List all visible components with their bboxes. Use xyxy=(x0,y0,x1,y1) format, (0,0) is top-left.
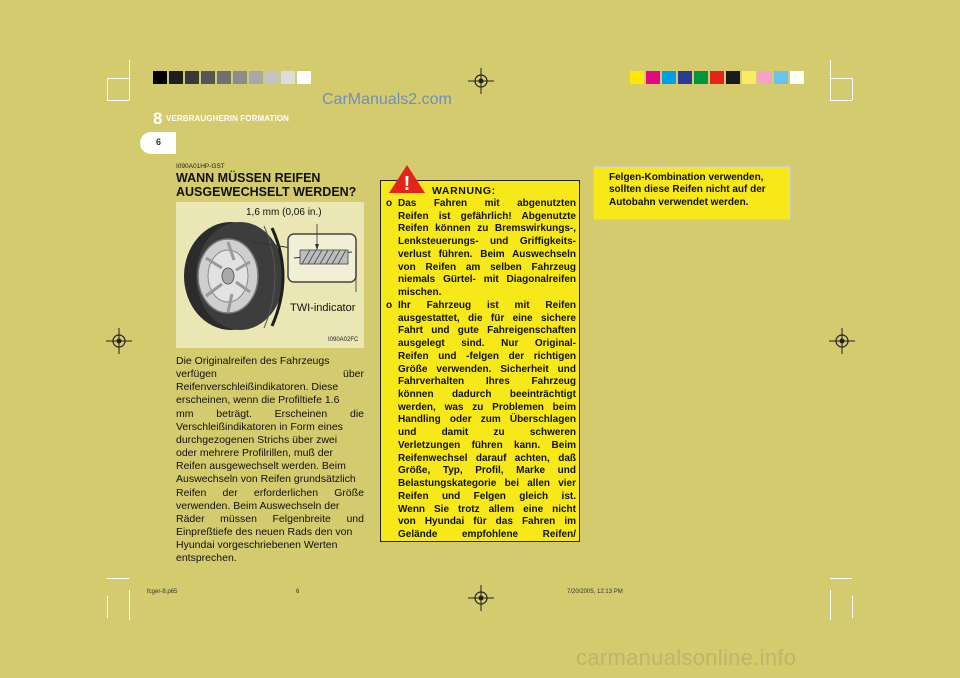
warning-symbol: ! xyxy=(403,173,411,194)
color-swatch xyxy=(281,71,295,84)
warning-line: Gelände empfohlene Reifen/ xyxy=(398,528,576,540)
color-swatch xyxy=(153,71,167,84)
footer-timestamp: 7/20/2005, 12:13 PM xyxy=(567,589,623,595)
warning-line: mischen. xyxy=(398,287,442,299)
body-line: durchgezogenen Strichs über zwei xyxy=(176,433,338,446)
twi-indicator-label: TWI-indicator xyxy=(290,302,356,314)
warning-item-2 xyxy=(386,300,576,542)
color-swatch xyxy=(758,71,772,84)
color-swatch xyxy=(185,71,199,84)
registration-target-icon xyxy=(106,328,132,354)
body-line: Hyundai vorgeschriebenen Werten xyxy=(176,539,338,552)
warning-item-1 xyxy=(386,198,576,300)
continued-warning-text xyxy=(609,172,787,209)
crop-mark xyxy=(107,78,108,100)
tire-illustration xyxy=(176,202,364,348)
warning-line: ausgestattet, die für eine sichere xyxy=(398,312,576,324)
warning-line: Fahrverhalten Ihres Fahrzeug xyxy=(398,376,576,388)
color-swatch xyxy=(265,71,279,84)
figure-code: I090A02FC xyxy=(328,337,359,343)
footer-page-number: 6 xyxy=(296,589,300,595)
warning-line: Größe verwenden. Sicherheit und xyxy=(398,363,576,375)
crop-mark xyxy=(107,78,129,79)
section-title xyxy=(176,171,376,199)
body-line: verwenden. Beim Auswechseln der xyxy=(176,499,340,512)
continued-line: Autobahn verwendet werden. xyxy=(609,196,749,208)
warning-line: Handling oder zum Überschlagen xyxy=(398,414,576,426)
color-swatch xyxy=(694,71,708,84)
warning-line: Belastungskategorie bei allen vier xyxy=(398,478,576,490)
warning-line: Das Fahren mit abgenutzten xyxy=(398,198,576,209)
body-line: erscheinen, wenn die Profiltiefe 1.6 xyxy=(176,394,340,407)
crop-mark xyxy=(107,578,129,579)
body-line: Reifenverschleißindikatoren. Diese xyxy=(176,381,339,394)
crop-mark xyxy=(107,596,108,618)
crop-mark xyxy=(852,78,853,100)
color-swatch xyxy=(249,71,263,84)
color-swatch xyxy=(742,71,756,84)
continued-line: sollten diese Reifen nicht auf der xyxy=(609,184,766,196)
chapter-title: VERBRAUGHERIN FORMATION xyxy=(166,114,290,123)
warning-line: ausgelegt sind. Nur Original- xyxy=(398,338,576,350)
continued-line: Felgen-Kombination verwenden, xyxy=(609,172,764,183)
registration-target-icon xyxy=(468,68,494,94)
registration-target-icon xyxy=(829,328,855,354)
crop-mark xyxy=(830,60,831,100)
body-line: oder mehrere Profilrillen, muß der xyxy=(176,447,333,460)
footer-watermark: carmanualsonline.info xyxy=(576,645,797,670)
warning-line: Reifenwechsel darauf achten, daß xyxy=(398,452,576,464)
body-line: Einpreßtiefe des neuen Rads den von xyxy=(176,526,353,539)
warning-line: von Reifen am selben Fahrzeug xyxy=(398,261,576,273)
warning-line: Fahrt und gute Fahreigenschaften xyxy=(398,325,576,337)
warning-item-text xyxy=(398,198,576,300)
color-swatch xyxy=(774,71,788,84)
warning-line: Ihr Fahrzeug ist mit Reifen xyxy=(398,300,576,311)
body-line: Räder müssen Felgenbreite und xyxy=(176,512,364,525)
color-swatch xyxy=(710,71,724,84)
body-line: Reifen der erforderlichen Größe xyxy=(176,486,364,499)
body-word: verfügen xyxy=(176,368,217,381)
warning-line: verlust führen. Beim Auswechseln xyxy=(398,248,576,260)
crop-mark xyxy=(830,578,852,579)
warning-line: Lenksteuerungs- und Griffigkeits- xyxy=(398,236,576,248)
crop-mark xyxy=(830,78,852,79)
page-tab-number: 6 xyxy=(156,137,162,147)
warning-line: Größe, Typ, Profil, Marke und xyxy=(398,465,576,477)
warning-line: Reifen ist gefährlich! Abgenutzte xyxy=(398,210,576,222)
page-tab xyxy=(140,132,176,154)
warning-bullet: o xyxy=(386,198,393,209)
crop-mark xyxy=(107,100,129,101)
color-swatch xyxy=(646,71,660,84)
body-word: über xyxy=(342,368,364,381)
crop-mark xyxy=(129,60,130,100)
warning-line: Reifen und -felgen der richtigen xyxy=(398,350,576,362)
color-swatch xyxy=(297,71,311,84)
body-paragraph xyxy=(176,355,364,566)
body-line: Auswechseln von Reifen grundsätzlich xyxy=(176,473,356,486)
warning-bullet: o xyxy=(386,300,393,311)
section-code: I090A01HP-GST xyxy=(176,163,225,170)
tread-depth-label: 1,6 mm (0,06 in.) xyxy=(246,207,322,218)
body-line: Reifen ausgewechselt werden. Beim xyxy=(176,460,346,473)
footer-filename: fcger-8.p65 xyxy=(147,589,178,595)
color-swatch xyxy=(233,71,247,84)
warning-heading: WARNUNG: xyxy=(432,185,496,197)
body-line: Die Originalreifen des Fahrzeugs xyxy=(176,355,330,367)
crop-mark xyxy=(852,596,853,618)
tire-figure xyxy=(176,202,364,348)
warning-line: Reifen können zu Bremswirkungs-, xyxy=(398,223,576,235)
section-title-line: WANN MÜSSEN REIFEN xyxy=(176,171,321,185)
body-line: entsprechen. xyxy=(176,552,237,565)
color-swatch xyxy=(169,71,183,84)
warning-item-text xyxy=(398,300,576,542)
registration-target-icon xyxy=(468,585,494,611)
color-swatch xyxy=(630,71,644,84)
body-line: mm beträgt. Erscheinen die xyxy=(176,407,364,420)
crop-mark xyxy=(129,590,130,620)
crop-mark xyxy=(830,100,852,101)
watermark-text: CarManuals2.com xyxy=(322,91,452,108)
color-swatch xyxy=(217,71,231,84)
color-swatch xyxy=(726,71,740,84)
warning-line: Reifen und Felgen gleich ist. xyxy=(398,490,576,502)
color-swatch xyxy=(678,71,692,84)
crop-mark xyxy=(830,590,831,620)
color-swatch xyxy=(662,71,676,84)
chapter-number: 8 xyxy=(153,109,163,128)
body-line-split xyxy=(176,368,364,381)
color-swatch xyxy=(201,71,215,84)
warning-line: werden, was zu Problemen beim xyxy=(398,401,576,413)
warning-line: niemals Gürtel- mit Diagonalreifen xyxy=(398,274,576,286)
warning-line: von Hyundai für das Fahren im xyxy=(398,516,576,528)
warning-line: können dadurch beeinträchtigt xyxy=(398,389,576,401)
warning-triangle-icon xyxy=(388,164,426,194)
warning-line: Verletzungen führen kann. Beim xyxy=(398,439,576,451)
warning-line: und damit zu schweren xyxy=(398,427,576,439)
warning-line: Wenn Sie trotz allem eine nicht xyxy=(398,503,576,515)
body-line: Verschleißindikatoren in Form eines xyxy=(176,420,343,433)
section-title-line: AUSGEWECHSELT WERDEN? xyxy=(176,185,357,199)
color-swatch xyxy=(790,71,804,84)
